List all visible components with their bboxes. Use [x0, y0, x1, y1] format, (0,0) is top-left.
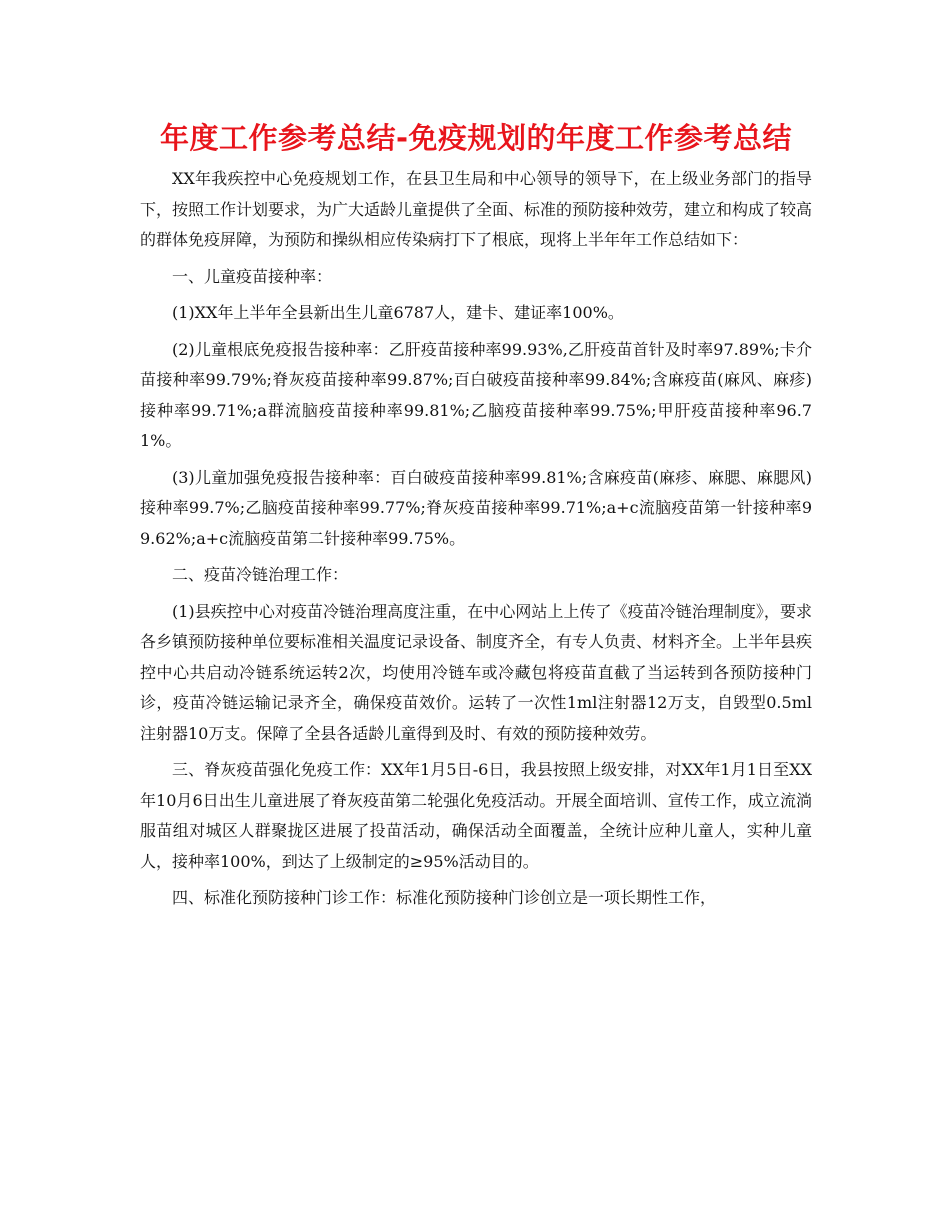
paragraph-intro: XX年我疾控中心免疫规划工作，在县卫生局和中心领导的领导下，在上级业务部门的指导下，按照工作计划要求，为广大适龄儿童提供了全面、标准的预防接种效劳，建立和构成了较高的群体免疫屏障，为预防和操纵相应传染病打下了根底，现将上半年年工作总结如下：	[140, 169, 813, 249]
paragraph-section-1-heading: 一、儿童疫苗接种率：	[172, 266, 333, 286]
paragraph-section-1-item-3: (3)儿童加强免疫报告接种率：百白破疫苗接种率99.81%;含麻疫苗(麻疹、麻腮、麻腮风)接种率99.7%;乙脑疫苗接种率99.77%;脊灰疫苗接种率99.71%;a+c流脑疫苗第一针接种率99.62%;a+c流脑疫苗第二针接种率99.75%。	[140, 467, 812, 548]
paragraph-section-3: 三、脊灰疫苗强化免疫工作：XX年1月5日-6日，我县按照上级安排，对XX年1月1日至XX年10月6日出生儿童进展了脊灰疫苗第二轮强化免疫活动。开展全面培训、宣传工作，成立流淌服苗组对城区人群聚拢区进展了投苗活动，确保活动全面覆盖，全统计应种儿童人，实种儿童人，接种率100%，到达了上级制定的≥95%活动目的。	[140, 760, 812, 871]
paragraph-section-1-item-2: (2)儿童根底免疫报告接种率：乙肝疫苗接种率99.93%,乙肝疫苗首针及时率97.89%;卡介苗接种率99.79%;脊灰疫苗接种率99.87%;百白破疫苗接种率99.84%;含麻疫苗(麻风、麻疹)接种率99.71%;a群流脑疫苗接种率99.81%;乙脑疫苗接种率99.75%;甲肝疫苗接种率96.71%。	[140, 339, 812, 450]
paragraph-section-1-item-1: (1)XX年上半年全县新出生儿童6787人，建卡、建证率100%。	[172, 303, 624, 322]
document-title: 年度工作参考总结-免疫规划的年度工作参考总结	[159, 121, 793, 155]
paragraph-section-2-heading: 二、疫苗冷链治理工作：	[172, 565, 349, 584]
paragraph-section-2-item-1: (1)县疾控中心对疫苗冷链治理高度注重，在中心网站上上传了《疫苗冷链治理制度》，要求各乡镇预防接种单位要标准相关温度记录设备、制度齐全，有专人负责、材料齐全。上半年县疾控中心共启动冷链系统运转2次，均使用冷链车或冷藏包将疫苗直截了当运转到各预防接种门诊，疫苗冷链运输记录齐全，确保疫苗效价。运转了一次性1ml注射器12万支，自毁型0.5ml注射器10万支。保障了全县各适龄儿童得到及时、有效的预防接种效劳。	[140, 601, 813, 743]
paragraph-section-4: 四、标准化预防接种门诊工作：标准化预防接种门诊创立是一项长期性工作，	[172, 888, 717, 907]
document-page	[140, 118, 812, 920]
